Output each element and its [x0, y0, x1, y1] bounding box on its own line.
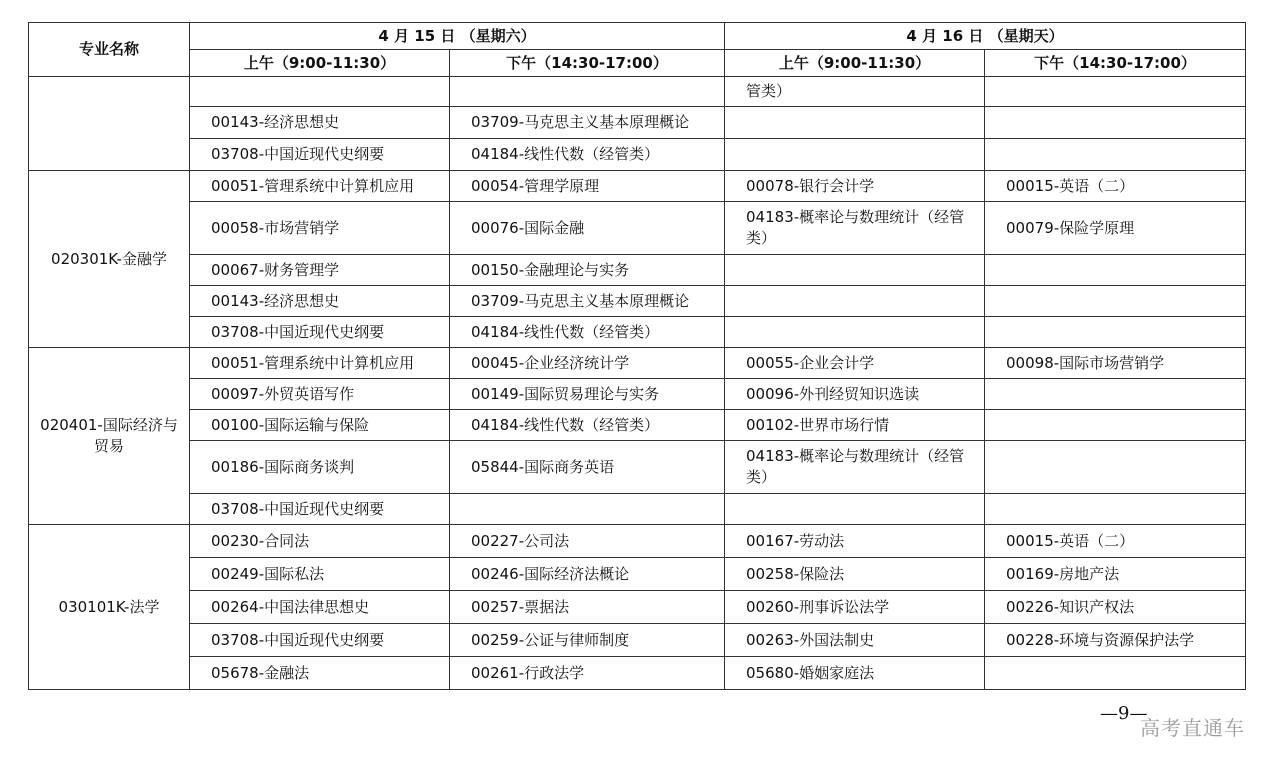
day1-am-course: 00143-经济思想史	[190, 286, 450, 317]
day1-pm-course: 00045-企业经济统计学	[450, 348, 725, 379]
day2-pm-course	[985, 107, 1246, 139]
day1-am-course: 03708-中国近现代史纲要	[190, 624, 450, 657]
table-row	[29, 558, 1246, 591]
day1-pm-course: 03709-马克思主义基本原理概论	[450, 286, 725, 317]
table-row	[29, 494, 1246, 525]
day1-am-course: 00100-国际运输与保险	[190, 410, 450, 441]
day2-am-course	[725, 255, 985, 286]
day1-pm-course: 00246-国际经济法概论	[450, 558, 725, 591]
day2-pm-header: 下午（14:30-17:00）	[985, 50, 1246, 77]
day1-pm-course: 00227-公司法	[450, 525, 725, 558]
day1-am-course: 03708-中国近现代史纲要	[190, 317, 450, 348]
major-name-cell: 020401-国际经济与贸易	[29, 348, 190, 525]
day2-am-course: 00263-外国法制史	[725, 624, 985, 657]
day2-am-course: 00167-劳动法	[725, 525, 985, 558]
table-row	[29, 624, 1246, 657]
day1-am-course: 03708-中国近现代史纲要	[190, 494, 450, 525]
day2-pm-course	[985, 494, 1246, 525]
day1-pm-course: 04184-线性代数（经管类）	[450, 410, 725, 441]
schedule-body	[29, 77, 1246, 690]
day1-pm-course: 00149-国际贸易理论与实务	[450, 379, 725, 410]
day2-am-course: 04183-概率论与数理统计（经管类）	[725, 441, 985, 494]
table-row	[29, 525, 1246, 558]
day2-pm-course: 00098-国际市场营销学	[985, 348, 1246, 379]
day2-pm-course: 00226-知识产权法	[985, 591, 1246, 624]
day1-pm-course: 00054-管理学原理	[450, 171, 725, 202]
day1-pm-course: 03709-马克思主义基本原理概论	[450, 107, 725, 139]
day1-am-course	[190, 77, 450, 107]
day2-pm-course	[985, 379, 1246, 410]
day1-pm-course: 00257-票据法	[450, 591, 725, 624]
day1-pm-course: 00261-行政法学	[450, 657, 725, 690]
day2-pm-course	[985, 255, 1246, 286]
day2-am-course: 00258-保险法	[725, 558, 985, 591]
day2-pm-course	[985, 317, 1246, 348]
day2-pm-course	[985, 139, 1246, 171]
day2-am-course	[725, 107, 985, 139]
day1-am-course: 05678-金融法	[190, 657, 450, 690]
day2-am-course: 04183-概率论与数理统计（经管类）	[725, 202, 985, 255]
table-row	[29, 77, 1246, 107]
day1-am-course: 00186-国际商务谈判	[190, 441, 450, 494]
day1-am-course: 00051-管理系统中计算机应用	[190, 348, 450, 379]
table-row	[29, 317, 1246, 348]
day1-am-course: 00097-外贸英语写作	[190, 379, 450, 410]
table-row	[29, 171, 1246, 202]
day2-header: 4 月 16 日 （星期天）	[725, 23, 1246, 50]
day2-am-course: 00260-刑事诉讼法学	[725, 591, 985, 624]
day1-pm-course: 00076-国际金融	[450, 202, 725, 255]
table-row	[29, 441, 1246, 494]
day1-pm-header: 下午（14:30-17:00）	[450, 50, 725, 77]
day2-am-course: 00096-外刊经贸知识选读	[725, 379, 985, 410]
day2-pm-course: 00079-保险学原理	[985, 202, 1246, 255]
table-row	[29, 255, 1246, 286]
exam-schedule-table	[28, 22, 1246, 690]
day1-am-course: 00230-合同法	[190, 525, 450, 558]
day1-am-course: 00143-经济思想史	[190, 107, 450, 139]
day1-am-course: 03708-中国近现代史纲要	[190, 139, 450, 171]
day2-pm-course	[985, 286, 1246, 317]
day1-am-course: 00249-国际私法	[190, 558, 450, 591]
table-row	[29, 107, 1246, 139]
day1-am-course: 00051-管理系统中计算机应用	[190, 171, 450, 202]
major-name-header: 专业名称	[29, 23, 190, 77]
table-row	[29, 591, 1246, 624]
day1-pm-course: 04184-线性代数（经管类）	[450, 317, 725, 348]
day2-am-course	[725, 286, 985, 317]
day1-am-course: 00067-财务管理学	[190, 255, 450, 286]
day2-am-header: 上午（9:00-11:30）	[725, 50, 985, 77]
day1-pm-course: 00259-公证与律师制度	[450, 624, 725, 657]
day1-pm-course	[450, 494, 725, 525]
major-name-cell: 030101K-法学	[29, 525, 190, 690]
day1-pm-course	[450, 77, 725, 107]
day2-am-course: 00055-企业会计学	[725, 348, 985, 379]
day1-pm-course: 04184-线性代数（经管类）	[450, 139, 725, 171]
table-row	[29, 139, 1246, 171]
day2-pm-course: 00015-英语（二）	[985, 171, 1246, 202]
day2-pm-course	[985, 410, 1246, 441]
table-row	[29, 657, 1246, 690]
table-row	[29, 379, 1246, 410]
watermark: 高考直通车	[1140, 716, 1245, 740]
day1-pm-course: 05844-国际商务英语	[450, 441, 725, 494]
table-row	[29, 348, 1246, 379]
table-row	[29, 410, 1246, 441]
day2-am-course	[725, 494, 985, 525]
day2-pm-course	[985, 77, 1246, 107]
day1-header: 4 月 15 日 （星期六）	[190, 23, 725, 50]
major-name-cell	[29, 77, 190, 171]
day2-pm-course	[985, 657, 1246, 690]
day1-am-course: 00264-中国法律思想史	[190, 591, 450, 624]
day2-am-course: 05680-婚姻家庭法	[725, 657, 985, 690]
major-name-cell: 020301K-金融学	[29, 171, 190, 348]
day2-am-course	[725, 139, 985, 171]
page-number: —9—	[1100, 703, 1148, 724]
day1-am-header: 上午（9:00-11:30）	[190, 50, 450, 77]
table-row	[29, 286, 1246, 317]
day2-pm-course: 00015-英语（二）	[985, 525, 1246, 558]
day1-am-course: 00058-市场营销学	[190, 202, 450, 255]
day2-pm-course	[985, 441, 1246, 494]
day2-am-course: 00078-银行会计学	[725, 171, 985, 202]
day2-am-course: 管类）	[725, 77, 985, 107]
table-row	[29, 202, 1246, 255]
day2-pm-course: 00228-环境与资源保护法学	[985, 624, 1246, 657]
day2-pm-course: 00169-房地产法	[985, 558, 1246, 591]
day1-pm-course: 00150-金融理论与实务	[450, 255, 725, 286]
day2-am-course: 00102-世界市场行情	[725, 410, 985, 441]
day2-am-course	[725, 317, 985, 348]
